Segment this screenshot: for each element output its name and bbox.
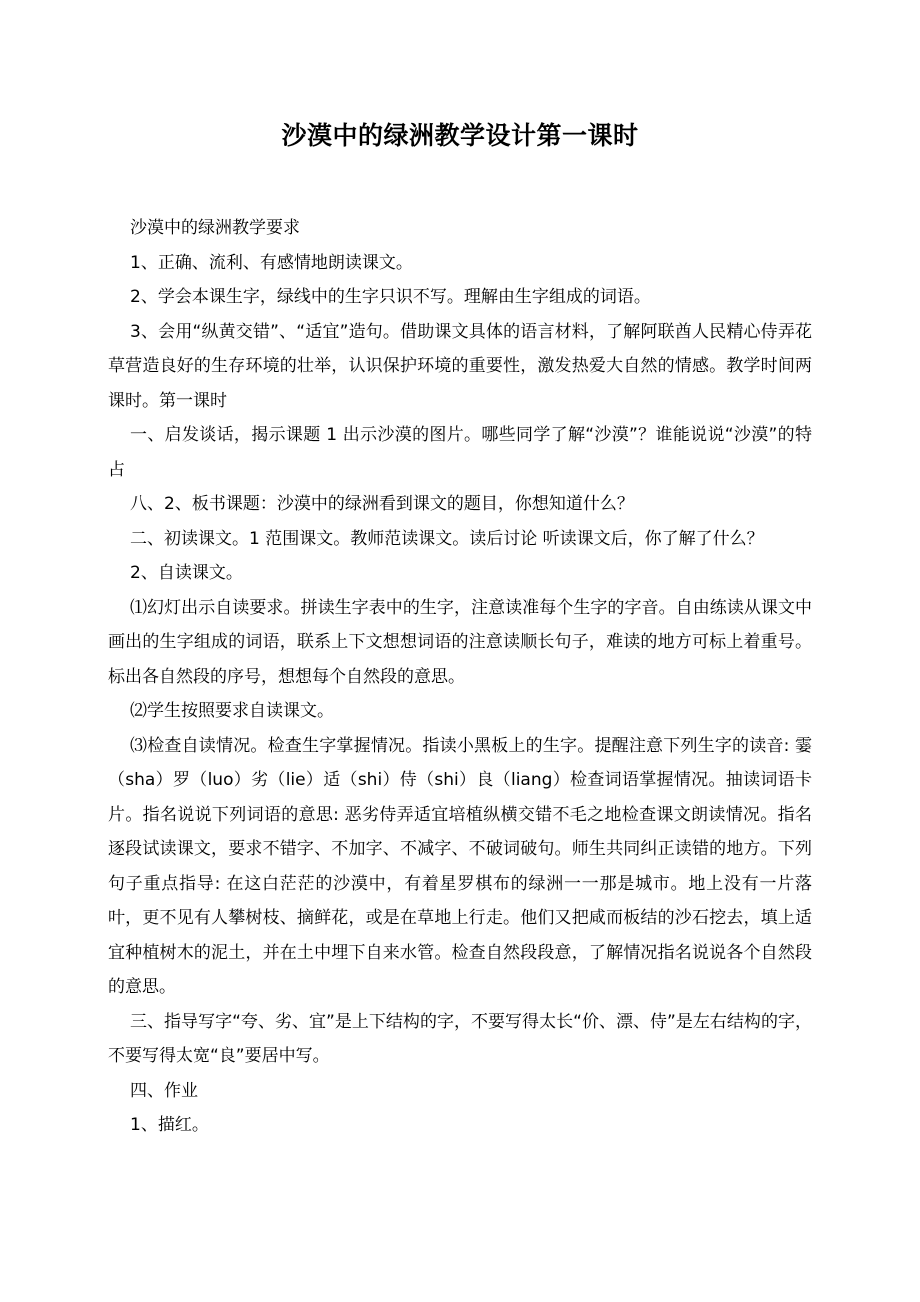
document-body <box>108 211 812 1143</box>
paragraph: 四、作业 <box>130 1080 198 1101</box>
paragraph: 1、正确、流利、有感情地朗读课文。 <box>130 252 413 273</box>
paragraph: 1、描红。 <box>130 1115 209 1135</box>
paragraph: 2、自读课文。 <box>130 563 243 583</box>
paragraph: 2、学会本课生字，绿线中的生字只识不写。理解由生字组成的词语。 <box>130 287 651 307</box>
paragraph: 一、启发谈话，揭示课题 1 出示沙漠的图片。哪些同学了解“沙漠”？谁能说说“沙漠”的特占 <box>108 425 812 480</box>
paragraph: 沙漠中的绿洲教学要求 <box>130 218 300 238</box>
paragraph: 3、会用“纵黄交错”、“适宜”造句。借助课文具体的语言材料，了解阿联酋人民精心侍弄花草营造良好的生存环境的壮举，认识保护环境的重要性，激发热爱大自然的情感。教学时间两课时。第一课时 <box>108 321 812 411</box>
document-title: 沙漠中的绿洲教学设计第一课时 <box>281 121 639 150</box>
paragraph: ⑴幻灯出示自读要求。拼读生字表中的生字，注意读准每个生字的字音。自由练读从课文中画出的生字组成的词语，联系上下文想想词语的注意读顺长句子，难读的地方可标上着重号。标出各自然段的序号，想想每个自然段的意思。 <box>108 597 812 687</box>
paragraph: 三、指导写字“夸、劣、宜”是上下结构的字，不要写得太长“价、漂、侍”是左右结构的字，不要写得太宽“良”要居中写。 <box>108 1011 812 1066</box>
paragraph: 二、初读课文。1 范围课文。教师范读课文。读后讨论 听读课文后，你了解了什么？ <box>130 528 764 549</box>
paragraph: ⑶检查自读情况。检查生字掌握情况。指读小黑板上的生字。提醒注意下列生字的读音: 霎（sha）罗（luo）劣（lie）适（shi）侍（shi）良（liang）检查词语掌握情况。抽读词语卡片。指名说说下列词语的意思: 恶劣侍弄适宜培植纵横交错不毛之地检查课文朗读情况。指名逐段试读课文，要求不错字、不加字、不减字、不破词破句。师生共同纠正读错的地方。下列句子重点指导: 在这白茫茫的沙漠中，有着星罗棋布的绿洲一一那是城市。地上没有一片落叶，更不见有人攀树枝、摘鲜花，或是在草地上行走。他们又把咸而板结的沙石挖去，填上适宜种植树木的泥土，并在土中埋下自来水管。检查自然段段意，了解情况指名说说各个自然段的意思。 <box>108 735 812 997</box>
paragraph: 八、2、板书课题：沙漠中的绿洲看到课文的题目，你想知道什么？ <box>130 494 634 514</box>
paragraph: ⑵学生按照要求自读课文。 <box>130 701 334 721</box>
